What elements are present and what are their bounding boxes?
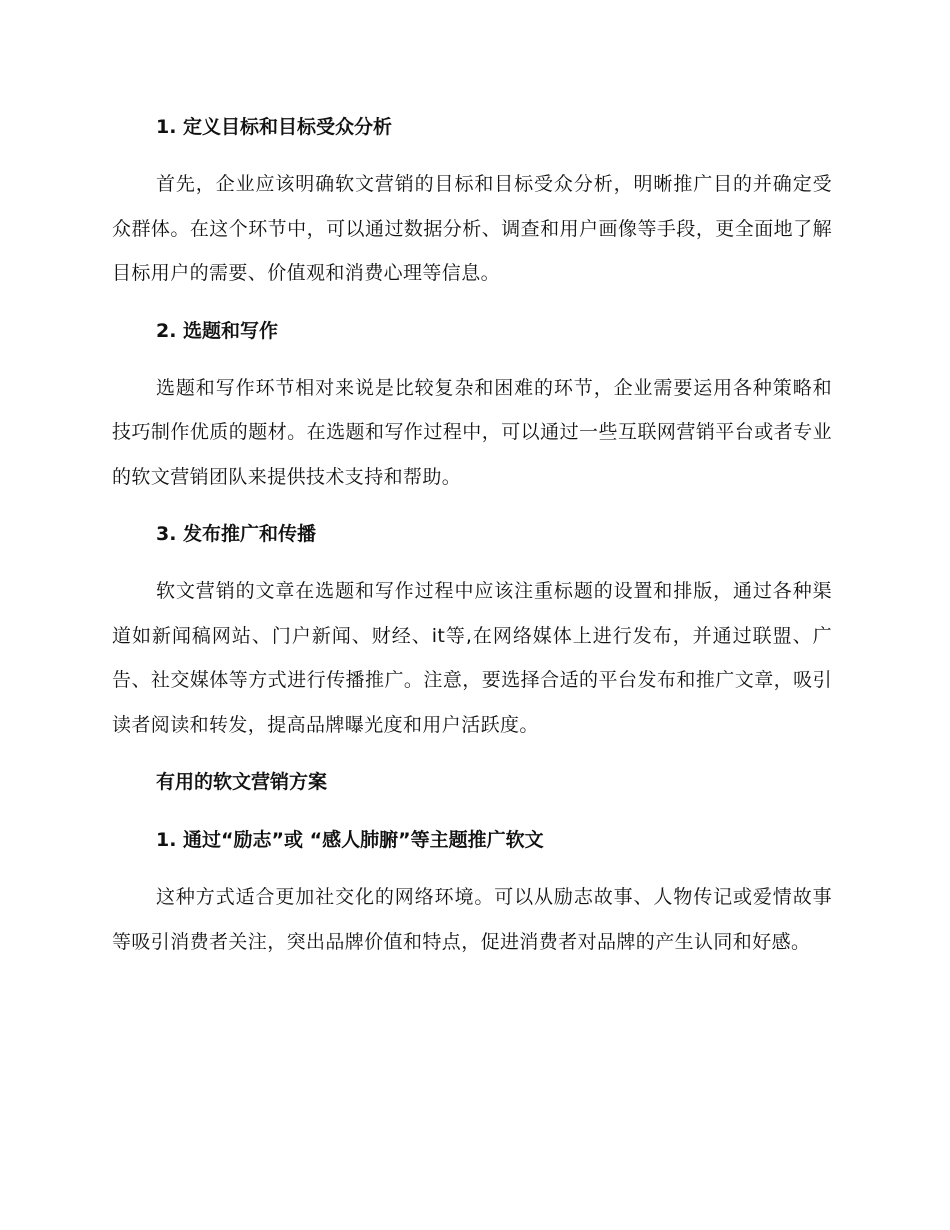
- section-body-1: 首先，企业应该明确软文营销的目标和目标受众分析，明晰推广目的并确定受众群体。在这个环节中，可以通过数据分析、调查和用户画像等手段，更全面地了解目标用户的需要、价值观和消费心理等信息。: [112, 173, 832, 284]
- section-heading-3: 3. 发布推广和传播: [156, 523, 317, 545]
- section-body-2: 选题和写作环节相对来说是比较复杂和困难的环节，企业需要运用各种策略和技巧制作优质的题材。在选题和写作过程中，可以通过一些互联网营销平台或者专业的软文营销团队来提供技术支持和帮助。: [112, 376, 832, 488]
- section-heading-1: 1. 定义目标和目标受众分析: [156, 116, 393, 138]
- subsection-body-1: 这种方式适合更加社交化的网络环境。可以从励志故事、人物传记或爱情故事等吸引消费者关注，突出品牌价值和特点，促进消费者对品牌的产生认同和好感。: [112, 886, 832, 953]
- section-heading-2: 2. 选题和写作: [156, 319, 279, 342]
- section-body-3: 软文营销的文章在选题和写作过程中应该注重标题的设置和排版，通过各种渠道如新闻稿网站、门户新闻、财经、it等,在网络媒体上进行发布，并通过联盟、广告、社交媒体等方式进行传播推广。注意，要选择合适的平台发布和推广文章，吸引读者阅读和转发，提高品牌曝光度和用户活跃度。: [112, 580, 832, 736]
- subsection-heading-1: 1. 通过“励志”或 “感人肺腑”等主题推广软文: [156, 829, 544, 851]
- document-content: [112, 104, 832, 964]
- section-title: 有用的软文营销方案: [156, 771, 328, 793]
